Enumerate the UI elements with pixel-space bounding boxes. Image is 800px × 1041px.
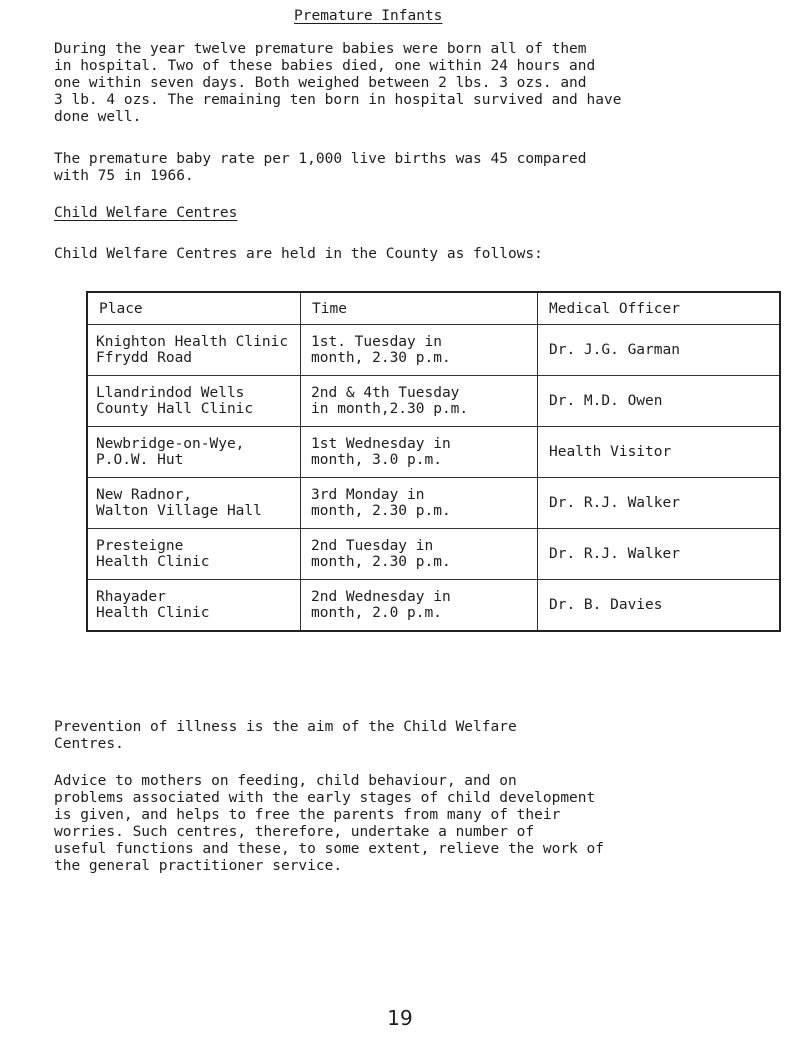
welfare-centres-table bbox=[86, 291, 781, 632]
place-cell: New Radnor, Walton Village Hall bbox=[87, 478, 301, 529]
medical-officer-cell: Health Visitor bbox=[538, 427, 781, 478]
advice-paragraph: Advice to mothers on feeding, child behaviour, and on problems associated with the early stages of child development is given, and helps to free the parents from many of their worries. Such centres, therefore, undertake a number of useful functions and these, to some extent, relieve the work of the general practitioner service. bbox=[54, 773, 604, 874]
table-header-row bbox=[87, 292, 780, 325]
time-cell: 3rd Monday in month, 2.30 p.m. bbox=[301, 478, 538, 529]
time-cell: 2nd & 4th Tuesday in month,2.30 p.m. bbox=[301, 376, 538, 427]
medical-officer-cell: Dr. J.G. Garman bbox=[538, 325, 781, 376]
premature-infants-paragraph: During the year twelve premature babies were born all of them in hospital. Two of these babies died, one within 24 hours and one within seven days. Both weighed between 2 lbs. 3 ozs. and 3 lb. 4 ozs. The remaining ten born in hospital survived and have done well. bbox=[54, 41, 622, 125]
page-number: 19 bbox=[387, 1006, 413, 1030]
prevention-paragraph: Prevention of illness is the aim of the Child Welfare Centres. bbox=[54, 719, 517, 752]
place-cell: Knighton Health Clinic Ffrydd Road bbox=[87, 325, 301, 376]
medical-officer-cell: Dr. R.J. Walker bbox=[538, 478, 781, 529]
time-cell: 1st. Tuesday in month, 2.30 p.m. bbox=[301, 325, 538, 376]
medical-officer-cell: Dr. M.D. Owen bbox=[538, 376, 781, 427]
medical-officer-column-header: Medical Officer bbox=[538, 292, 781, 325]
child-welfare-heading: Child Welfare Centres bbox=[54, 205, 238, 221]
place-cell: Llandrindod Wells County Hall Clinic bbox=[87, 376, 301, 427]
place-cell: Presteigne Health Clinic bbox=[87, 529, 301, 580]
table-row bbox=[87, 376, 780, 427]
premature-rate-paragraph: The premature baby rate per 1,000 live births was 45 compared with 75 in 1966. bbox=[54, 151, 587, 184]
table-row bbox=[87, 580, 780, 632]
child-welfare-intro: Child Welfare Centres are held in the County as follows: bbox=[54, 246, 543, 262]
table-row bbox=[87, 325, 780, 376]
time-column-header: Time bbox=[301, 292, 538, 325]
table-row bbox=[87, 529, 780, 580]
premature-infants-heading: Premature Infants bbox=[294, 8, 443, 24]
table-row bbox=[87, 427, 780, 478]
time-cell: 1st Wednesday in month, 3.0 p.m. bbox=[301, 427, 538, 478]
place-cell: Rhayader Health Clinic bbox=[87, 580, 301, 632]
time-cell: 2nd Wednesday in month, 2.0 p.m. bbox=[301, 580, 538, 632]
place-cell: Newbridge-on-Wye, P.O.W. Hut bbox=[87, 427, 301, 478]
time-cell: 2nd Tuesday in month, 2.30 p.m. bbox=[301, 529, 538, 580]
medical-officer-cell: Dr. B. Davies bbox=[538, 580, 781, 632]
medical-officer-cell: Dr. R.J. Walker bbox=[538, 529, 781, 580]
place-column-header: Place bbox=[87, 292, 301, 325]
table-row bbox=[87, 478, 780, 529]
